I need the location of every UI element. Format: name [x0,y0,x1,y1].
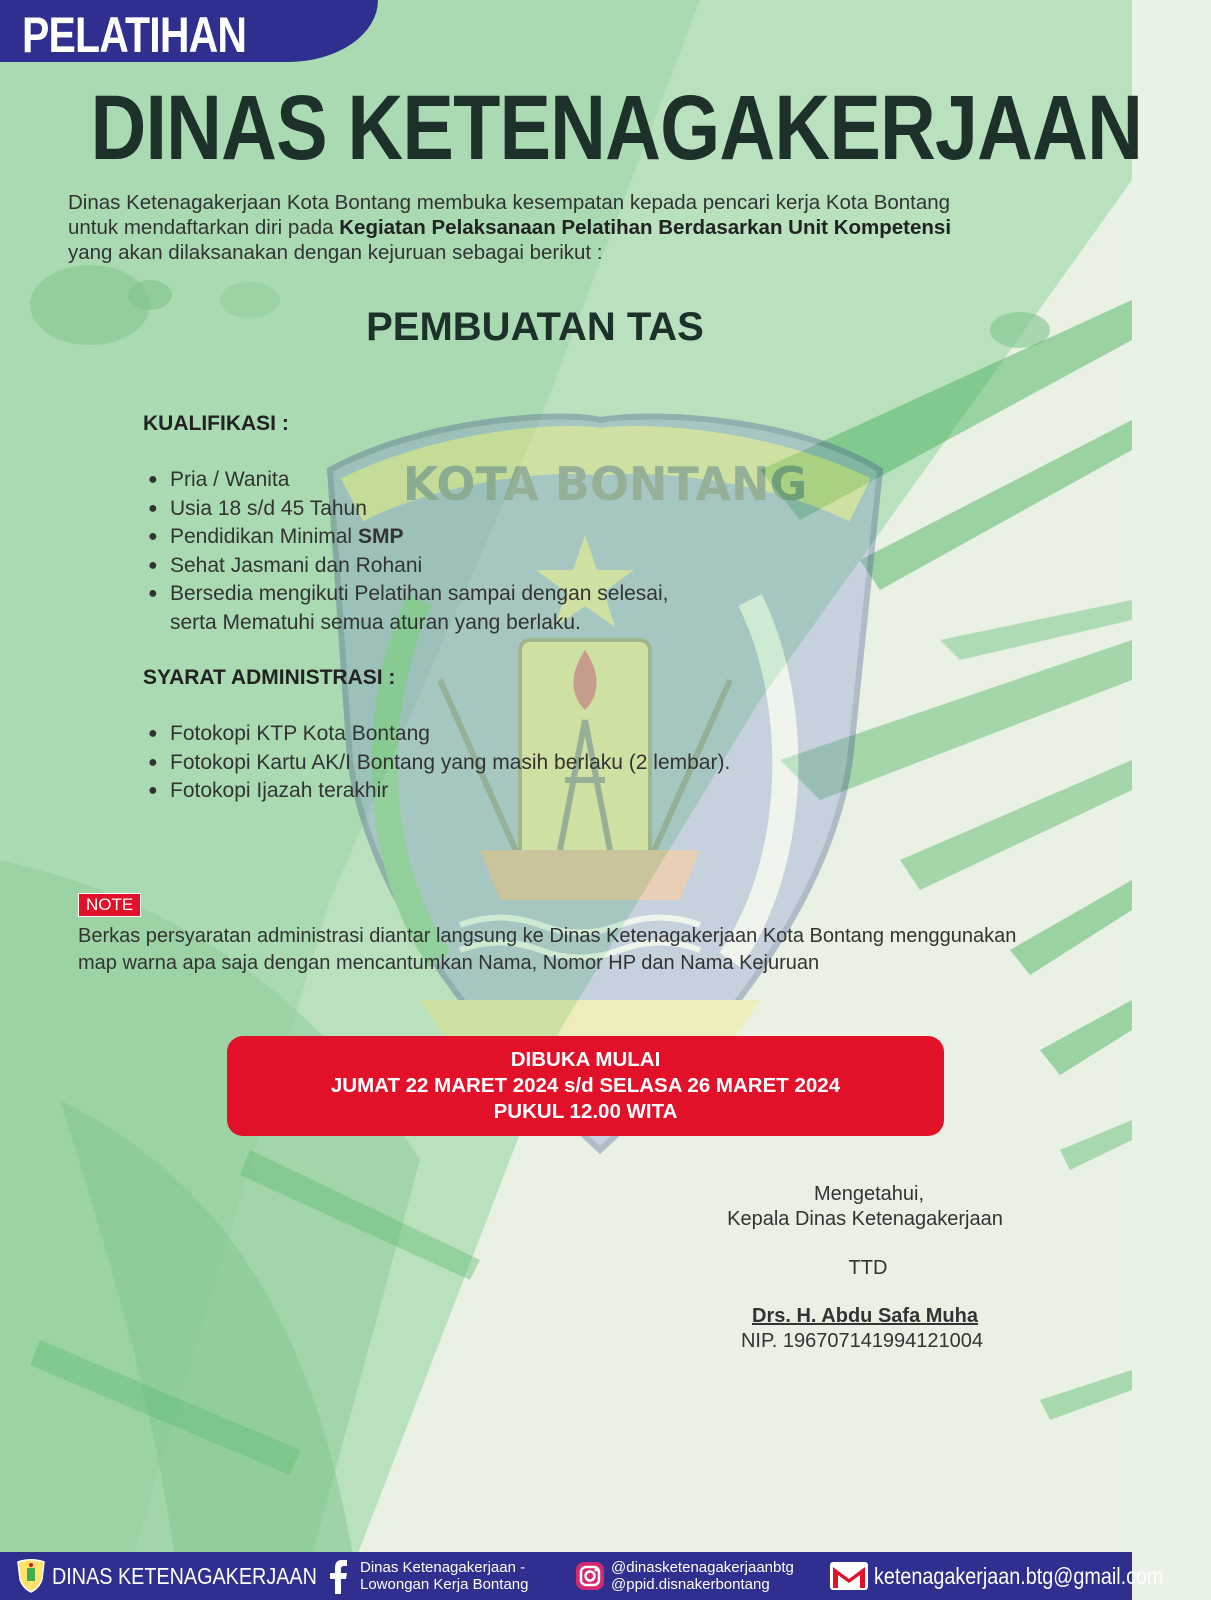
note-line-2: map warna apa saja dengan mencantumkan Nama, Nomor HP dan Nama Kejuruan [78,952,820,974]
signatory-name: Drs. H. Abdu Safa Muha [752,1305,978,1327]
list-item: ● Fotokopi Ijazah terakhir [148,777,730,806]
list-item: ● Sehat Jasmani dan Rohani [148,552,668,581]
note-text [78,923,1108,977]
list-item: ● Pria / Wanita [148,466,668,495]
footer-email[interactable] [830,1552,1211,1600]
course-title: PEMBUATAN TAS [366,305,704,349]
facebook-page-line-1: Dinas Ketenagakerjaan - [360,1559,526,1576]
signatory-nip: NIP. 196707141994121004 [740,1330,984,1352]
instagram-handle-2: @ppid.disnakerbontang [611,1576,770,1593]
facebook-icon [322,1558,354,1594]
list-item: ● Fotokopi Kartu AK/I Bontang yang masih berlaku (2 lembar). [148,749,730,778]
intro-line-2-prefix: untuk mendaftarkan diri pada [68,216,340,239]
email-address: ketenagakerjaan.btg@gmail.com [874,1562,1164,1589]
signature-ttd: TTD [848,1257,888,1279]
intro-paragraph [68,190,1078,265]
footer-org-name: DINAS KETENAGAKERJAAN [52,1562,317,1589]
schedule-line-1: DIBUKA MULAI [510,1048,661,1071]
gmail-icon [830,1562,868,1590]
qualifications-title: KUALIFIKASI : [143,412,289,435]
list-item: ● Bersedia mengikuti Pelatihan sampai dengan selesai, serta Mematuhi semua aturan yang berlaku. [148,580,668,637]
list-item: ● Fotokopi KTP Kota Bontang [148,720,730,749]
intro-line-1: Dinas Ketenagakerjaan Kota Bontang membuka kesempatan kepada pencari kerja Kota Bontang [68,191,951,214]
list-item: ● Pendidikan Minimal SMP [148,523,668,552]
facebook-page-line-2: Lowongan Kerja Bontang [360,1576,529,1593]
headline: DINAS KETENAGAKERJAAN [90,77,1143,179]
instagram-handle-1: @dinasketenagakerjaanbtg [611,1559,794,1576]
seal-text: KOTA BONTANG [402,457,808,511]
note-line-1: Berkas persyaratan administrasi diantar langsung ke Dinas Ketenagakerjaan Kota Bontang menggunakan [78,925,1017,947]
schedule-line-3: PUKUL 12.00 WITA [493,1100,678,1123]
footer-instagram[interactable] [575,1552,794,1600]
signature-position: Kepala Dinas Ketenagakerjaan [727,1208,1003,1230]
list-item: ● Usia 18 s/d 45 Tahun [148,495,668,524]
footer-bar [0,1552,1164,1600]
admin-requirements-list [148,720,730,806]
emblem-icon [16,1559,46,1593]
footer-org [16,1552,360,1600]
program-name: Kegiatan Pelaksanaan Pelatihan Berdasarkan Unit Kompetensi [339,216,952,239]
signature-acknowledged: Mengetahui, [813,1183,925,1205]
instagram-icon [575,1561,605,1591]
intro-line-2 [68,215,1078,240]
intro-line-3: yang akan dilaksanakan dengan kejuruan sebagai berikut : [68,241,603,264]
category-tag-label: PELATIHAN [22,7,247,63]
registration-period-banner [227,1036,944,1136]
category-tag [0,0,378,62]
admin-requirements-title: SYARAT ADMINISTRASI : [143,666,396,689]
note-label: NOTE [78,893,141,917]
footer-facebook[interactable] [322,1552,528,1600]
schedule-line-2: JUMAT 22 MARET 2024 s/d SELASA 26 MARET 2024 [330,1074,841,1097]
qualifications-list [148,466,668,637]
